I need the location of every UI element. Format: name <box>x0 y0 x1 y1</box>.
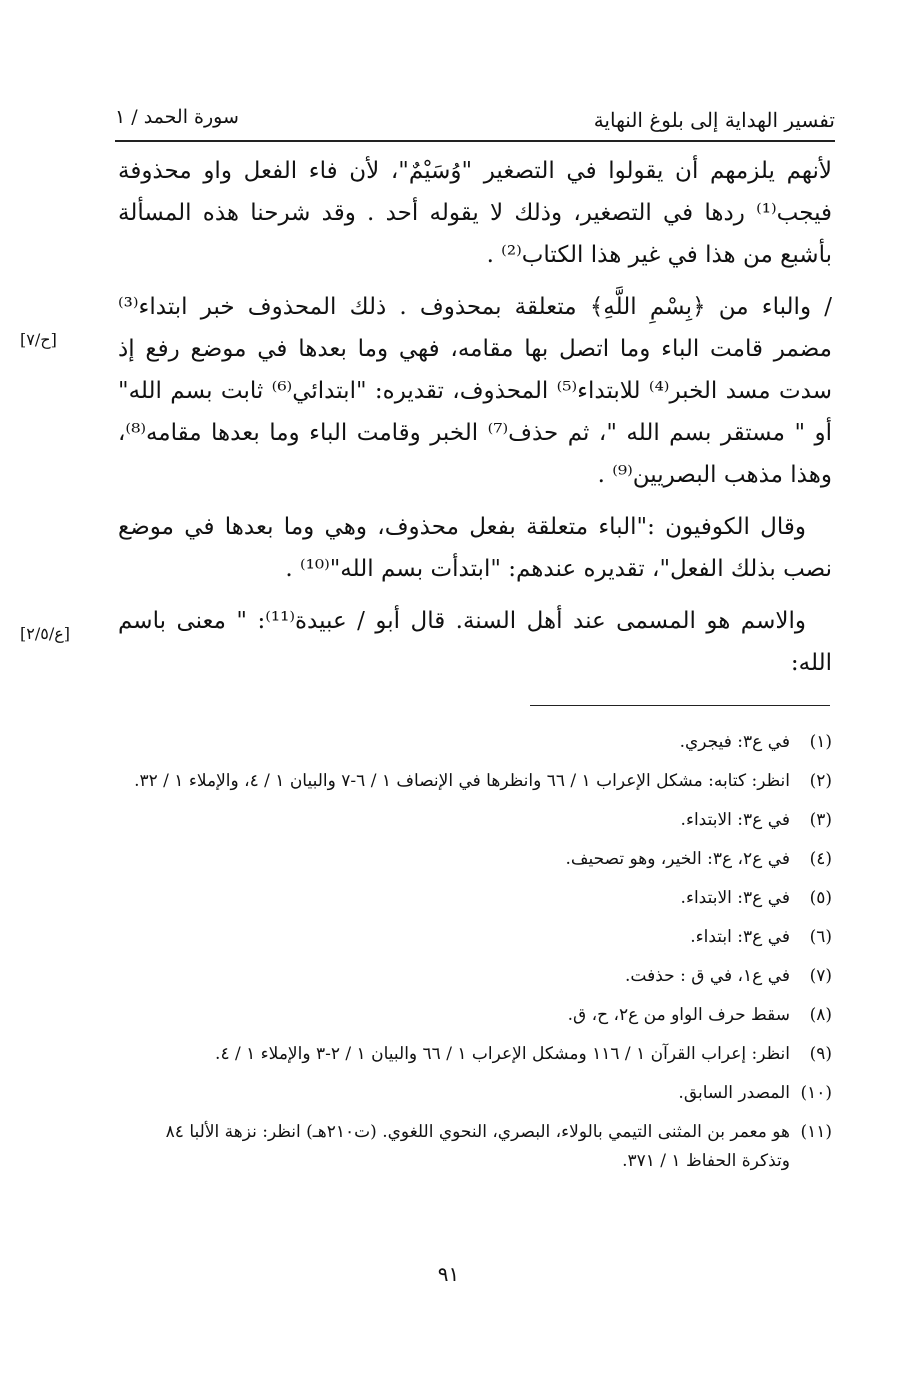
footnote-number: (٤) <box>809 849 832 869</box>
footnote-text: في ع٢، ع٣: الخير، وهو تصحيف. <box>565 849 790 869</box>
paragraph-1: لأنهم يلزمهم أن يقولوا في التصغير "وُسَيْمٌ"، لأن فاء الفعل واو محذوفة فيجب⁽¹⁾ ردها في التصغير، وذلك لا يقوله أحد . وقد شرحنا هذه المسألة بأشبع من هذا في غير هذا الكتاب⁽²⁾ . <box>118 158 832 268</box>
footnote-number: (٣) <box>809 810 832 830</box>
footnote-text: في ع٣: الابتداء. <box>680 810 790 830</box>
footnote-number: (٩) <box>809 1044 832 1064</box>
footnote <box>120 1118 832 1176</box>
page-number: ٩١ <box>437 1262 460 1286</box>
footnote <box>120 845 832 874</box>
footnote <box>120 1040 832 1069</box>
footnotes <box>120 728 832 1186</box>
marginal-reference-1: [ح/٧] <box>20 330 57 349</box>
footnote-text: المصدر السابق. <box>678 1083 790 1103</box>
footnote <box>120 962 832 991</box>
footnote <box>120 884 832 913</box>
footnote-number: (١٠) <box>800 1083 832 1103</box>
paragraph-3: وقال الكوفيون :"الباء متعلقة بفعل محذوف، وهي وما بعدها في موضع نصب بذلك الفعل"، تقديره عندهم: "ابتدأت بسم الله"⁽¹⁰⁾ . <box>118 514 832 582</box>
footnote-number: (٧) <box>809 966 832 986</box>
running-header <box>115 100 835 142</box>
footnote <box>120 767 832 796</box>
footnote-number: (٥) <box>809 888 832 908</box>
footnote-text: في ع٣: فيجري. <box>679 732 790 752</box>
paragraph-4: والاسم هو المسمى عند أهل السنة. قال أبو / عبيدة⁽¹¹⁾: " معنى باسم الله: <box>118 608 832 676</box>
footnote-number: (١) <box>809 732 832 752</box>
footnote-separator <box>530 705 830 706</box>
footnote-text: انظر: كتابه: مشكل الإعراب ١ / ٦٦ وانظرها في الإنصاف ١ / ٦-٧ والبيان ١ / ٤، والإملاء ١ / ٣٢. <box>134 771 790 791</box>
footnote-text: في ع٣: ابتداء. <box>690 927 790 947</box>
surah-label: سورة الحمد / ١ <box>115 106 239 128</box>
footnote-number: (٢) <box>809 771 832 791</box>
footnote-text: في ع٣: الابتداء. <box>680 888 790 908</box>
footnote <box>120 1001 832 1030</box>
footnote <box>120 728 832 757</box>
book-title: تفسير الهداية إلى بلوغ النهاية <box>593 108 835 132</box>
footnote <box>120 1079 832 1108</box>
footnote-text: في ع١، في ق : حذفت. <box>625 966 790 986</box>
marginal-reference-2: [ع/٢/٥] <box>20 624 71 643</box>
paragraph-2: / والباء من ﴿بِسْمِ اللَّهِ﴾ متعلقة بمحذوف . ذلك المحذوف خبر ابتداء⁽³⁾ مضمر قامت الباء وما اتصل بها مقامه، فهي وما بعدها في موضع رفع إذ سدت مسد الخبر⁽⁴⁾ للابتداء⁽⁵⁾ المحذوف، تقديره: "ابتدائي⁽⁶⁾ ثابت بسم الله" أو " مستقر بسم الله "، ثم حذف⁽⁷⁾ الخبر وقامت الباء وما بعدها مقامه⁽⁸⁾، وهذا مذهب البصريين⁽⁹⁾ . <box>118 294 832 488</box>
footnote-text: هو معمر بن المثنى التيمي بالولاء، البصري، النحوي اللغوي. (ت٢١٠هـ) انظر: نزهة الألبا ٨٤ وتذكرة الحفاظ ١ / ٣٧١. <box>165 1122 790 1171</box>
footnote-number: (٦) <box>809 927 832 947</box>
footnote-number: (١١) <box>800 1122 832 1142</box>
footnote <box>120 806 832 835</box>
footnote-text: سقط حرف الواو من ع٢، ح، ق. <box>567 1005 790 1025</box>
footnote-text: انظر: إعراب القرآن ١ / ١١٦ ومشكل الإعراب ١ / ٦٦ والبيان ١ / ٢-٣ والإملاء ١ / ٤. <box>215 1044 790 1064</box>
footnote <box>120 923 832 952</box>
main-text <box>118 150 832 694</box>
footnote-number: (٨) <box>809 1005 832 1025</box>
